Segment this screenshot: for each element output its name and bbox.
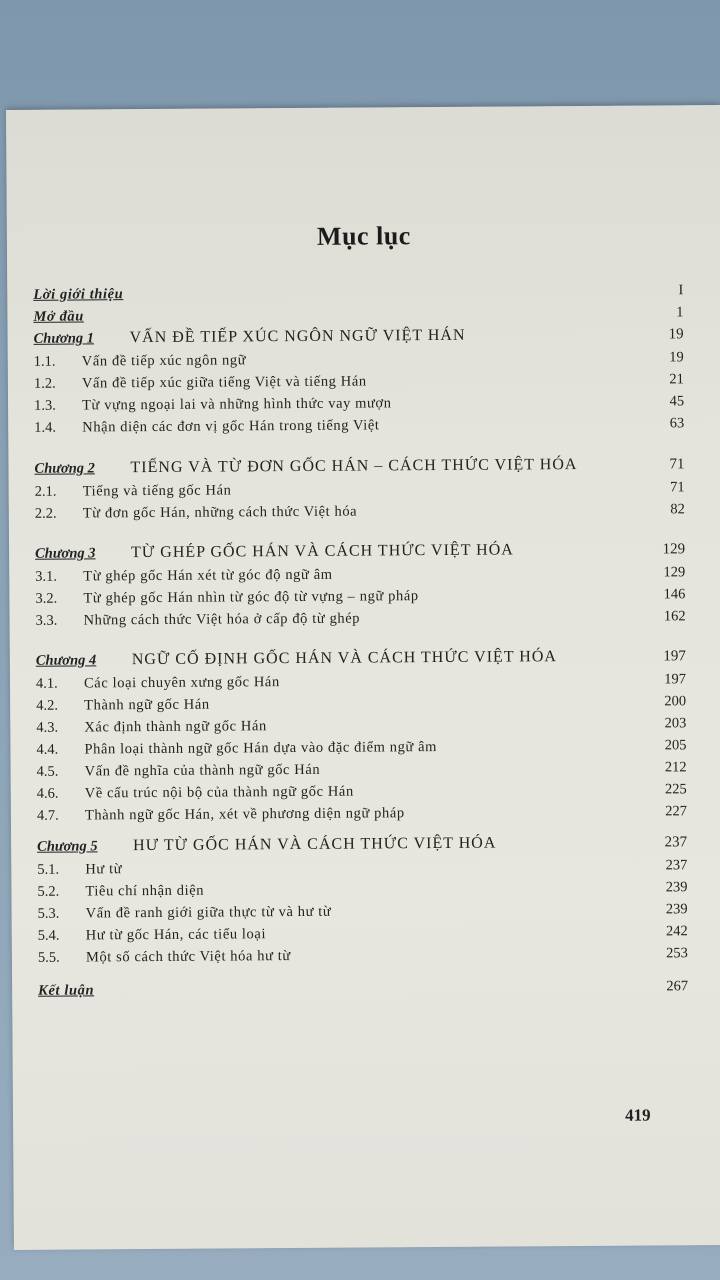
entry-page: 1 <box>676 304 684 321</box>
section-title: Từ ghép gốc Hán nhìn từ góc độ từ vựng – ngữ pháp <box>83 588 419 607</box>
section-number: 4.3. <box>36 719 59 736</box>
toc-entry-conclusion <box>38 975 688 1002</box>
chapter-title: TIẾNG VÀ TỪ ĐƠN GỐC HÁN – CÁCH THỨC VIỆT HÓA <box>130 456 578 477</box>
chapter-title: HƯ TỪ GỐC HÁN VÀ CÁCH THỨC VIỆT HÓA <box>133 834 497 855</box>
section-title: Xác định thành ngữ gốc Hán <box>84 718 267 736</box>
chapter-title: NGỮ CỐ ĐỊNH GỐC HÁN VÀ CÁCH THỨC VIỆT HÓA <box>131 648 557 669</box>
section-title: Vấn đề tiếp xúc ngôn ngữ <box>81 352 247 370</box>
chapter-page: 19 <box>668 326 684 343</box>
section-number: 4.1. <box>35 675 58 692</box>
section-page: 225 <box>664 781 687 798</box>
section-number: 5.3. <box>37 905 60 922</box>
section-number: 4.4. <box>36 741 59 758</box>
section-page: 239 <box>665 879 688 896</box>
section-number: 4.7. <box>36 807 59 824</box>
section-page: 200 <box>664 693 687 710</box>
section-title: Tiêu chí nhận diện <box>85 882 205 900</box>
section-number: 5.4. <box>37 927 60 944</box>
entry-label: Lời giới thiệu <box>33 286 124 303</box>
entry-label: Kết luận <box>38 982 95 999</box>
section-title: Phân loại thành ngữ gốc Hán dựa vào đặc điểm ngữ âm <box>84 739 438 758</box>
toc-chapter-3 <box>35 538 685 565</box>
chapter-label: Chương 4 <box>35 652 97 669</box>
section-number: 4.5. <box>36 763 59 780</box>
section-title: Hư từ gốc Hán, các tiểu loại <box>85 926 267 944</box>
section-page: 162 <box>663 608 686 625</box>
section-number: 5.5. <box>37 949 60 966</box>
section-number: 5.1. <box>37 861 60 878</box>
chapter-title: VẤN ĐỀ TIẾP XÚC NGÔN NGỮ VIỆT HÁN <box>129 326 466 347</box>
chapter-page: 237 <box>664 834 688 851</box>
chapter-page: 197 <box>663 648 686 665</box>
section-number: 4.2. <box>36 697 58 714</box>
section-page: 21 <box>669 371 684 388</box>
section-page: 63 <box>669 415 685 432</box>
section-page: 129 <box>663 564 686 581</box>
section-title: Từ đơn gốc Hán, những cách thức Việt hóa <box>82 503 358 522</box>
page-title: Mục lục <box>316 221 411 251</box>
toc-section-3-3 <box>35 605 685 632</box>
chapter-title: TỪ GHÉP GỐC HÁN VÀ CÁCH THỨC VIỆT HÓA <box>131 541 514 562</box>
chapter-label: Chương 2 <box>34 460 95 477</box>
section-number: 4.6. <box>36 785 59 802</box>
toc-section-4-7 <box>37 800 687 827</box>
section-title: Vấn đề tiếp xúc giữa tiếng Việt và tiếng Hán <box>81 373 367 392</box>
section-title: Thành ngữ gốc Hán <box>84 696 210 714</box>
chapter-page: 71 <box>669 456 685 473</box>
section-number: 1.4. <box>34 419 57 436</box>
section-number: 3.3. <box>35 612 58 629</box>
section-title: Một số cách thức Việt hóa hư từ <box>85 948 291 966</box>
section-title: Về cấu trúc nội bộ của thành ngữ gốc Hán <box>84 783 354 802</box>
entry-label: Mở đầu <box>33 308 84 325</box>
book-page <box>6 105 720 1250</box>
section-title: Tiếng và tiếng gốc Hán <box>82 482 232 500</box>
section-page: 19 <box>669 349 684 366</box>
section-page: 197 <box>664 671 687 688</box>
section-title: Những cách thức Việt hóa ở cấp độ từ ghép <box>83 610 361 629</box>
section-number: 1.3. <box>34 397 56 414</box>
section-title: Từ vựng ngoại lai và những hình thức vay mượn <box>82 395 392 414</box>
section-page: 146 <box>663 586 686 603</box>
toc-section-2-2 <box>35 498 685 525</box>
section-title: Từ ghép gốc Hán xét từ góc độ ngữ âm <box>83 566 333 585</box>
section-title: Các loại chuyên xưng gốc Hán <box>83 674 280 692</box>
chapter-label: Chương 1 <box>33 330 95 347</box>
entry-page: 267 <box>666 978 689 995</box>
chapter-page: 129 <box>662 541 686 558</box>
section-page: 205 <box>664 737 687 754</box>
section-number: 2.2. <box>34 505 57 522</box>
section-number: 1.2. <box>33 375 56 392</box>
section-page: 239 <box>665 901 688 918</box>
table-of-contents <box>6 105 720 1250</box>
section-page: 71 <box>670 479 685 496</box>
section-number: 3.1. <box>35 568 58 585</box>
section-page: 242 <box>665 923 688 940</box>
section-title: Thành ngữ gốc Hán, xét về phương diện ngữ pháp <box>84 805 405 824</box>
section-page: 227 <box>665 803 687 820</box>
page-number: 419 <box>624 1105 651 1125</box>
section-page: 45 <box>669 393 685 410</box>
section-page: 253 <box>666 945 688 962</box>
section-title: Vấn đề ranh giới giữa thực từ và hư từ <box>85 903 332 922</box>
section-page: 212 <box>664 759 687 776</box>
chapter-label: Chương 5 <box>37 838 98 855</box>
toc-section-1-4 <box>34 412 684 439</box>
toc-chapter-5 <box>37 831 687 858</box>
section-title: Nhận diện các đơn vị gốc Hán trong tiếng Việt <box>82 417 380 436</box>
chapter-label: Chương 3 <box>35 545 96 562</box>
section-title: Vấn đề nghĩa của thành ngữ gốc Hán <box>84 761 321 780</box>
toc-chapter-1 <box>34 323 684 350</box>
section-number: 2.1. <box>34 483 57 500</box>
toc-section-5-5 <box>38 942 688 969</box>
section-page: 203 <box>664 715 687 732</box>
section-number: 3.2. <box>35 590 58 607</box>
toc-chapter-4 <box>36 645 686 672</box>
section-number: 5.2. <box>37 883 60 900</box>
toc-chapter-2 <box>34 453 684 480</box>
section-number: 1.1. <box>33 353 56 370</box>
section-page: 237 <box>665 857 688 874</box>
entry-page: I <box>678 282 684 299</box>
section-title: Hư từ <box>85 861 123 878</box>
section-page: 82 <box>670 501 685 518</box>
